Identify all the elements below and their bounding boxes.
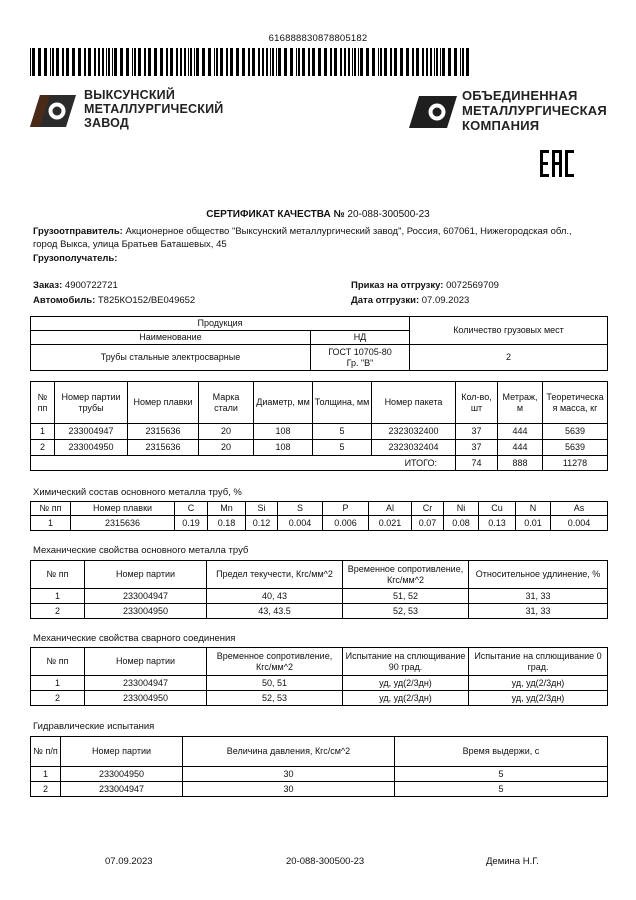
batch-header: Теоретическая масса, кг — [543, 382, 608, 424]
barcode-bar — [334, 48, 337, 76]
omk-logo-line: МЕТАЛЛУРГИЧЕСКАЯ — [462, 103, 607, 118]
mech-cell: 233004950 — [85, 604, 207, 619]
barcode-bar — [466, 48, 469, 76]
shipper-value: Акционерное общество "Выксунский металлургический завод", Россия, 607061, Нижегородская обл., — [125, 226, 572, 237]
hydro-header: Время выдержи, с — [395, 737, 608, 767]
mech-cell: 31, 33 — [469, 589, 608, 604]
batch-cell: 2315636 — [128, 424, 199, 440]
barcode-bar — [30, 48, 31, 76]
barcode-bar — [272, 48, 274, 76]
barcode-bar — [50, 48, 51, 76]
mech-cell: 2 — [31, 604, 85, 619]
mech-caption: Механические свойства основного металла труб — [33, 545, 249, 556]
barcode-bar — [102, 48, 104, 76]
barcode-bar — [184, 48, 186, 76]
batch-cell: 108 — [254, 424, 313, 440]
barcode-bar — [216, 48, 218, 76]
weld-cell: 2 — [31, 691, 85, 706]
barcode-bar — [188, 48, 189, 76]
barcode-bar — [62, 48, 64, 76]
barcode-bar — [390, 48, 392, 76]
barcode-bar — [462, 48, 464, 76]
barcode-bar — [344, 48, 346, 76]
barcode-bar — [442, 48, 445, 76]
table-row — [31, 782, 608, 797]
batch-cell: 233004950 — [55, 440, 128, 456]
weld-header: Испытание на сплющивание 90 град. — [343, 648, 469, 676]
barcode-bar — [66, 48, 69, 76]
barcode-bar — [160, 48, 163, 76]
weld-header: Испытание на сплющивание 0 град. — [469, 648, 608, 676]
barcode-bar — [148, 48, 151, 76]
vehicle-label: Автомобиль: — [33, 295, 96, 306]
batch-cell: 5639 — [543, 440, 608, 456]
weld-cell: 52, 53 — [207, 691, 343, 706]
barcode-bar — [132, 48, 133, 76]
name-header: Наименование — [31, 331, 311, 345]
table-row — [31, 440, 608, 456]
barcode-bar — [220, 48, 223, 76]
batch-cell: 2 — [31, 440, 55, 456]
chem-header: Номер плавки — [71, 502, 175, 516]
hydro-cell: 1 — [31, 767, 61, 782]
eac-mark-icon — [540, 150, 574, 177]
barcode-bar — [270, 48, 271, 76]
barcode-bar — [278, 48, 281, 76]
omk-logo-icon — [409, 96, 457, 128]
barcode-bar — [180, 48, 182, 76]
barcode-bar — [312, 48, 315, 76]
weld-cell: уд, уд(2/3дн) — [343, 676, 469, 691]
weld-header: Номер партии — [85, 648, 207, 676]
ship-date-label: Дата отгрузки: — [351, 295, 420, 306]
weld-cell: 50, 51 — [207, 676, 343, 691]
chem-header: C — [175, 502, 208, 516]
barcode-bar — [384, 48, 387, 76]
vmz-logo-line: ЗАВОД — [84, 116, 130, 130]
barcode-bar — [422, 48, 424, 76]
hydro-caption: Гидравлические испытания — [33, 721, 155, 732]
barcode-bar — [358, 48, 359, 76]
barcode-bar — [120, 48, 123, 76]
barcode-bar — [460, 48, 461, 76]
barcode-bar — [276, 48, 277, 76]
ship-date-value: 07.09.2023 — [421, 295, 470, 306]
total-label: ИТОГО: — [31, 456, 456, 471]
barcode-bar — [230, 48, 233, 76]
barcode-bar — [372, 48, 375, 76]
mech-header: Относительное удлинение, % — [469, 561, 608, 589]
batch-header: Метраж, м — [498, 382, 543, 424]
omk-logo-line: ОБЪЕДИНЕННАЯ — [462, 88, 578, 103]
footer-date: 07.09.2023 — [105, 856, 153, 867]
barcode-bar — [32, 48, 35, 76]
vehicle-value: Т825КО152/ВЕ049652 — [97, 295, 196, 306]
barcode-bar — [308, 48, 310, 76]
batch-header: Номер пакета — [372, 382, 456, 424]
barcode-bar — [52, 48, 54, 76]
barcode-bar — [108, 48, 110, 76]
barcode-bar — [448, 48, 451, 76]
batch-table — [30, 381, 608, 471]
barcode-bar — [430, 48, 432, 76]
barcode-bar — [296, 48, 297, 76]
weld-cell: уд, уд(2/3дн) — [343, 691, 469, 706]
barcode-bar — [416, 48, 419, 76]
hydro-cell: 30 — [183, 767, 395, 782]
weld-header: № пп — [31, 648, 85, 676]
order-value: 4900722721 — [64, 280, 118, 291]
nd-value-line: ГОСТ 10705-80 — [328, 346, 392, 357]
chem-cell: 0.07 — [412, 516, 444, 531]
omk-logo-text — [462, 88, 607, 133]
table-row — [31, 767, 608, 782]
vmz-logo-line: МЕТАЛЛУРГИЧЕСКИЙ — [84, 102, 224, 116]
barcode-bar — [258, 48, 260, 76]
barcode-bar — [208, 48, 211, 76]
barcode-bar — [114, 48, 117, 76]
chem-header: Al — [369, 502, 412, 516]
chem-table — [30, 501, 608, 531]
total-mass: 11278 — [543, 456, 608, 471]
shipment-order-label: Приказ на отгрузку: — [351, 280, 444, 291]
batch-header: № пп — [31, 382, 55, 424]
chem-caption: Химический состав основного металла труб, % — [33, 487, 242, 498]
weld-header: Временное сопротивление, Кгс/мм^2 — [207, 648, 343, 676]
chem-cell: 2315636 — [71, 516, 175, 531]
mech-cell: 40, 43 — [207, 589, 343, 604]
places-header: Количество грузовых мест — [410, 317, 608, 345]
barcode-bar — [340, 48, 342, 76]
barcode-bar — [154, 48, 157, 76]
weld-cell: 1 — [31, 676, 85, 691]
vehicle-block — [33, 294, 195, 308]
barcode-bar — [236, 48, 239, 76]
chem-cell: 1 — [31, 516, 71, 531]
barcode-bar — [44, 48, 47, 76]
chem-header: P — [323, 502, 369, 516]
nd-value — [311, 345, 410, 371]
batch-cell: 20 — [199, 424, 254, 440]
barcode-bar — [290, 48, 293, 76]
batch-header: Марка стали — [199, 382, 254, 424]
mech-cell: 233004947 — [85, 589, 207, 604]
chem-header: N — [516, 502, 551, 516]
hydro-cell: 5 — [395, 782, 608, 797]
barcode-bar — [262, 48, 264, 76]
hydro-cell: 233004950 — [61, 767, 183, 782]
weld-table — [30, 647, 608, 706]
barcode-bar — [242, 48, 245, 76]
weld-cell: уд, уд(2/3дн) — [469, 691, 608, 706]
nd-header: НД — [311, 331, 410, 345]
weld-caption: Механические свойства сварного соединения — [33, 633, 236, 644]
mech-cell: 43, 43.5 — [207, 604, 343, 619]
hydro-header: № п/п — [31, 737, 61, 767]
barcode-bar — [380, 48, 382, 76]
places-value: 2 — [410, 345, 608, 371]
batch-cell: 5 — [313, 440, 372, 456]
barcode-bar — [360, 48, 363, 76]
mech-cell: 51, 52 — [343, 589, 469, 604]
batch-cell: 37 — [456, 440, 498, 456]
hydro-cell: 2 — [31, 782, 61, 797]
barcode-bar — [436, 48, 438, 76]
product-table — [30, 316, 608, 371]
mech-cell: 52, 53 — [343, 604, 469, 619]
mech-cell: 31, 33 — [469, 604, 608, 619]
barcode-bar — [298, 48, 300, 76]
batch-cell: 1 — [31, 424, 55, 440]
barcode-bar — [366, 48, 369, 76]
table-row — [31, 424, 608, 440]
total-length: 888 — [498, 456, 543, 471]
weld-cell: 233004950 — [85, 691, 207, 706]
barcode-bar — [412, 48, 414, 76]
chem-cell: 0.004 — [278, 516, 323, 531]
table-row — [31, 516, 608, 531]
chem-header: Ni — [444, 502, 479, 516]
chem-header: Si — [246, 502, 278, 516]
hydro-table — [30, 736, 608, 797]
omk-logo-line: КОМПАНИЯ — [462, 118, 540, 133]
chem-header: Cu — [479, 502, 516, 516]
weld-cell: уд, уд(2/3дн) — [469, 676, 608, 691]
vmz-logo-line: ВЫКСУНСКИЙ — [84, 88, 176, 102]
weld-cell: 233004947 — [85, 676, 207, 691]
hydro-cell: 30 — [183, 782, 395, 797]
batch-cell: 444 — [498, 424, 543, 440]
barcode-bar — [78, 48, 81, 76]
chem-cell: 0.18 — [208, 516, 246, 531]
batch-cell: 444 — [498, 440, 543, 456]
hydro-header: Номер партии — [61, 737, 183, 767]
mech-header: Временное сопротивление, Кгс/мм^2 — [343, 561, 469, 589]
shipper-address: город Выкса, улица Братьев Баташевых, 45 — [33, 239, 227, 250]
batch-cell: 5639 — [543, 424, 608, 440]
chem-header: Cr — [412, 502, 444, 516]
certificate-title — [0, 209, 636, 220]
table-row — [31, 691, 608, 706]
barcode-bar — [72, 48, 75, 76]
barcode-bar — [144, 48, 146, 76]
shipment-order-block — [351, 279, 499, 293]
barcode-bar — [354, 48, 356, 76]
nd-value-line: Гр. "В" — [346, 357, 374, 368]
batch-cell: 20 — [199, 440, 254, 456]
chem-cell: 0.01 — [516, 516, 551, 531]
batch-cell: 2323032404 — [372, 440, 456, 456]
barcode-bar — [176, 48, 178, 76]
chem-header: S — [278, 502, 323, 516]
consignee-block — [33, 252, 117, 266]
order-block — [33, 279, 118, 293]
barcode-bar — [352, 48, 353, 76]
barcode-bar — [138, 48, 141, 76]
barcode-bar — [330, 48, 332, 76]
chem-header: № пп — [31, 502, 71, 516]
shipment-order-value: 0072569709 — [446, 280, 499, 291]
vmz-logo-text — [84, 88, 223, 130]
barcode-bar — [214, 48, 215, 76]
barcode-bar — [302, 48, 305, 76]
barcode-bar — [98, 48, 100, 76]
barcode-bar — [194, 48, 195, 76]
barcode-bar — [266, 48, 268, 76]
batch-header: Толщина, мм — [313, 382, 372, 424]
barcode-bar — [400, 48, 403, 76]
barcode-bar — [394, 48, 397, 76]
mech-header: № пп — [31, 561, 85, 589]
table-row — [31, 676, 608, 691]
consignee-label: Грузополучатель: — [33, 253, 118, 264]
barcode-bar — [318, 48, 321, 76]
table-row — [31, 604, 608, 619]
vmz-logo-icon — [30, 95, 76, 127]
batch-header: Номер партии трубы — [55, 382, 128, 424]
shipper-block — [33, 225, 613, 239]
barcode-bar — [106, 48, 107, 76]
batch-cell: 5 — [313, 424, 372, 440]
chem-cell: 0.08 — [444, 516, 479, 531]
total-row — [31, 456, 608, 471]
hydro-header: Величина давления, Кгс/см^2 — [183, 737, 395, 767]
barcode-bar — [190, 48, 192, 76]
chem-cell: 0.19 — [175, 516, 208, 531]
barcode-bar — [284, 48, 287, 76]
order-label: Заказ: — [33, 280, 63, 291]
chem-header: Mn — [208, 502, 246, 516]
chem-cell: 0.021 — [369, 516, 412, 531]
batch-cell: 37 — [456, 424, 498, 440]
barcode-bar — [134, 48, 136, 76]
chem-cell: 0.13 — [479, 516, 516, 531]
barcode-bar — [454, 48, 457, 76]
hydro-cell: 5 — [395, 767, 608, 782]
shipper-label: Грузоотправитель: — [33, 226, 123, 237]
table-row — [31, 589, 608, 604]
barcode-number: 616888830878805182 — [268, 33, 368, 44]
barcode-bar — [94, 48, 96, 76]
mech-header: Номер партии — [85, 561, 207, 589]
barcode-bar — [196, 48, 199, 76]
barcode-bar — [112, 48, 113, 76]
barcode-bar — [324, 48, 327, 76]
barcode-bar — [170, 48, 173, 76]
barcode-bar — [126, 48, 129, 76]
chem-cell: 0.004 — [551, 516, 608, 531]
mech-table — [30, 560, 608, 619]
batch-header: Кол-во, шт — [456, 382, 498, 424]
chem-header: As — [551, 502, 608, 516]
barcode-bar — [406, 48, 409, 76]
certificate-title-label: СЕРТИФИКАТ КАЧЕСТВА № — [206, 209, 345, 220]
batch-cell: 2323032400 — [372, 424, 456, 440]
barcode-bar — [426, 48, 428, 76]
barcode-bar — [38, 48, 41, 76]
mech-cell: 1 — [31, 589, 85, 604]
barcode-bar — [88, 48, 91, 76]
barcode — [30, 48, 472, 76]
hydro-cell: 233004947 — [61, 782, 183, 797]
product-header: Продукция — [31, 317, 410, 331]
batch-header: Диаметр, мм — [254, 382, 313, 424]
barcode-bar — [252, 48, 255, 76]
ship-date-block — [351, 294, 469, 308]
product-name: Трубы стальные электросварные — [31, 345, 311, 371]
batch-cell: 2315636 — [128, 440, 199, 456]
barcode-bar — [202, 48, 205, 76]
batch-header: Номер плавки — [128, 382, 199, 424]
barcode-bar — [440, 48, 441, 76]
batch-cell: 233004947 — [55, 424, 128, 440]
barcode-bar — [226, 48, 228, 76]
barcode-bar — [378, 48, 379, 76]
barcode-bar — [248, 48, 250, 76]
footer-number: 20-088-300500-23 — [286, 856, 365, 867]
footer-signer: Демина Н.Г. — [486, 856, 539, 867]
batch-cell: 108 — [254, 440, 313, 456]
certificate-number: 20-088-300500-23 — [347, 209, 430, 220]
barcode-bar — [56, 48, 59, 76]
barcode-bar — [166, 48, 168, 76]
barcode-bar — [348, 48, 350, 76]
chem-cell: 0.12 — [246, 516, 278, 531]
total-qty: 74 — [456, 456, 498, 471]
chem-cell: 0.006 — [323, 516, 369, 531]
barcode-bar — [434, 48, 435, 76]
barcode-bar — [84, 48, 86, 76]
mech-header: Предел текучести, Кгс/мм^2 — [207, 561, 343, 589]
